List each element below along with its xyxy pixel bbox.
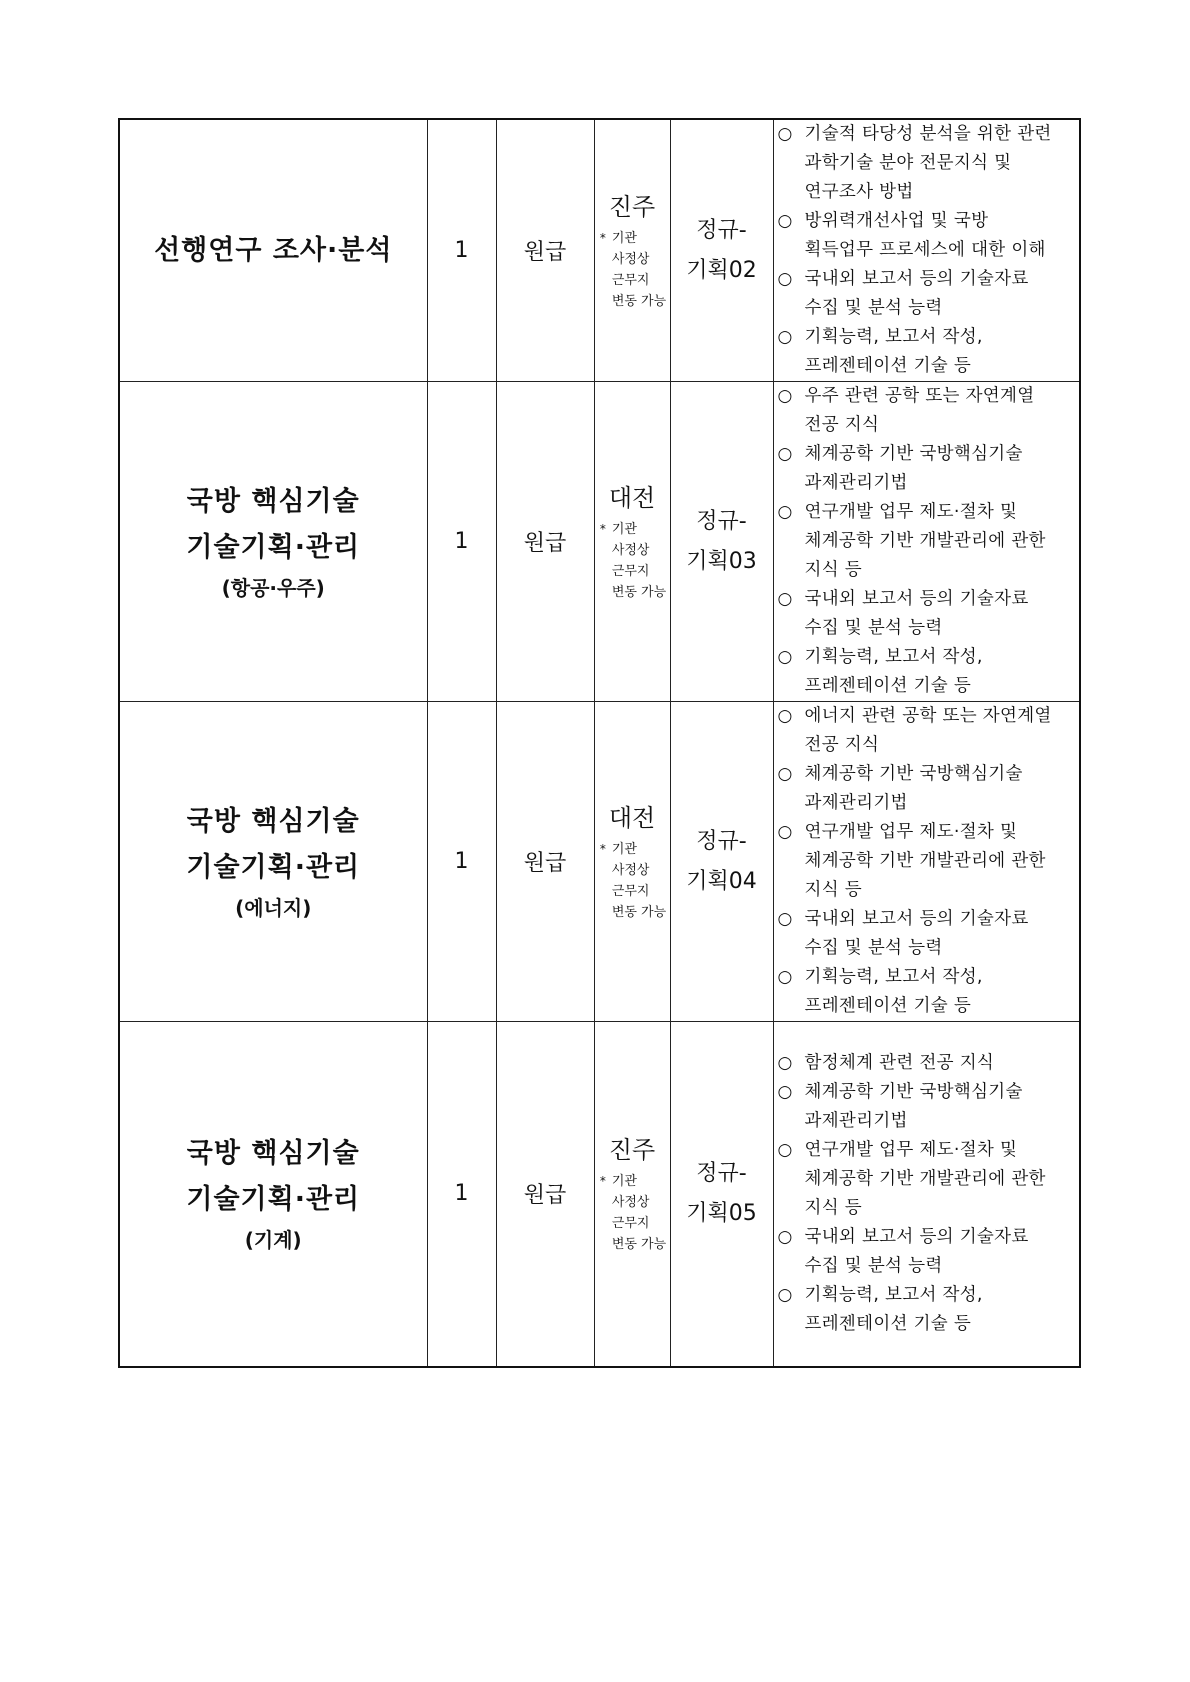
circle-bullet-icon: ○ [777, 1052, 793, 1073]
requirements-list [778, 120, 1076, 381]
table-row [119, 382, 1080, 702]
circle-bullet-icon: ○ [777, 1139, 793, 1160]
position-code-cell [670, 1022, 773, 1367]
requirement-item [778, 382, 1076, 440]
requirement-item [778, 1049, 1076, 1078]
location-note-line: 변동 가능 [611, 293, 667, 309]
requirements-list [778, 1049, 1076, 1339]
location-cell [594, 1022, 670, 1367]
requirement-item [778, 323, 1076, 381]
circle-bullet-icon: ○ [777, 1226, 793, 1247]
circle-bullet-icon: ○ [777, 327, 793, 347]
location-note-line: 근무지 [611, 883, 650, 899]
location-cell [594, 119, 670, 382]
position-code-line: 기획03 [686, 548, 757, 574]
location-note-line: 근무지 [611, 563, 650, 579]
location-note-line: 기관 [611, 841, 637, 857]
job-table-body [119, 119, 1080, 1367]
requirement-item [778, 440, 1076, 498]
requirement-text: 연구개발 업무 제도·절차 및 체계공학 기반 개발관리에 관한 지식 등 [804, 822, 1046, 900]
requirement-item [778, 120, 1076, 207]
requirement-text: 기획능력, 보고서 작성, 프레젠테이션 기술 등 [804, 967, 983, 1016]
position-code-line: 정규- [696, 217, 747, 243]
location-note [598, 519, 666, 603]
table-row [119, 119, 1080, 382]
position-title-cell [119, 382, 427, 702]
location-note-line: 기관 [611, 230, 637, 246]
location-name: 대전 [608, 483, 656, 512]
note-asterisk: * [599, 521, 606, 536]
position-title-line: 기술기획·관리 [186, 1183, 361, 1215]
location-note [598, 839, 666, 923]
requirements-cell [773, 1022, 1080, 1367]
requirements-cell [773, 702, 1080, 1022]
requirement-item [778, 963, 1076, 1021]
position-subtitle: (기계) [244, 1227, 302, 1252]
grade-cell: 원급 [496, 702, 594, 1022]
requirement-item [778, 905, 1076, 963]
position-title [120, 1131, 427, 1223]
location-note-line: 변동 가능 [611, 584, 667, 600]
position-title-line: 국방 핵심기술 [186, 805, 360, 837]
position-title-line: 기술기획·관리 [186, 531, 361, 563]
grade-cell: 원급 [496, 119, 594, 382]
position-title-line: 기술기획·관리 [186, 851, 361, 883]
location-name: 진주 [608, 192, 656, 221]
location-note-line: 근무지 [611, 1215, 650, 1231]
requirements-list [778, 702, 1076, 1021]
requirement-item [778, 818, 1076, 905]
position-title [120, 479, 427, 571]
circle-bullet-icon: ○ [777, 909, 793, 929]
location-note [598, 228, 666, 312]
requirement-item [778, 585, 1076, 643]
note-asterisk: * [599, 230, 606, 245]
circle-bullet-icon: ○ [777, 269, 793, 289]
circle-bullet-icon: ○ [777, 1284, 793, 1305]
headcount-cell: 1 [427, 119, 496, 382]
table-row [119, 1022, 1080, 1367]
position-title-line: 국방 핵심기술 [186, 485, 360, 517]
requirement-text: 국내외 보고서 등의 기술자료 수집 및 분석 능력 [804, 909, 1029, 958]
requirement-item [778, 1136, 1076, 1223]
location-note-line: 사정상 [611, 251, 650, 267]
position-title-line: 국방 핵심기술 [186, 1137, 360, 1169]
circle-bullet-icon: ○ [777, 967, 793, 987]
location-note-line: 변동 가능 [611, 904, 667, 920]
requirements-cell [773, 382, 1080, 702]
requirement-item [778, 1078, 1076, 1136]
location-note-line: 변동 가능 [611, 1236, 667, 1252]
requirement-item [778, 1281, 1076, 1339]
position-subtitle: (항공·우주) [221, 575, 325, 600]
requirements-list [778, 382, 1076, 701]
location-note-line: 근무지 [611, 272, 650, 288]
circle-bullet-icon: ○ [777, 444, 793, 464]
position-title-cell [119, 1022, 427, 1367]
requirement-text: 방위력개선사업 및 국방 획득업무 프로세스에 대한 이해 [804, 211, 1046, 260]
requirement-text: 에너지 관련 공학 또는 자연계열 전공 지식 [804, 706, 1052, 755]
requirement-text: 체계공학 기반 국방핵심기술 과제관리기법 [804, 1081, 1023, 1131]
circle-bullet-icon: ○ [777, 589, 793, 609]
position-title-line: 선행연구 조사·분석 [154, 234, 393, 266]
requirement-text: 기획능력, 보고서 작성, 프레젠테이션 기술 등 [804, 327, 983, 376]
table-row [119, 702, 1080, 1022]
circle-bullet-icon: ○ [777, 1081, 793, 1102]
note-asterisk: * [599, 1173, 606, 1188]
location-note-line: 사정상 [611, 542, 650, 558]
location-note-line: 기관 [611, 1173, 637, 1189]
requirement-text: 함정체계 관련 전공 지식 [804, 1052, 995, 1073]
position-title [120, 799, 427, 891]
circle-bullet-icon: ○ [777, 647, 793, 667]
location-cell [594, 382, 670, 702]
requirement-item [778, 760, 1076, 818]
requirement-text: 체계공학 기반 국방핵심기술 과제관리기법 [804, 444, 1023, 493]
circle-bullet-icon: ○ [777, 502, 793, 522]
requirement-item [778, 1223, 1076, 1281]
position-code-line: 정규- [696, 508, 747, 534]
position-code-line: 기획02 [686, 257, 757, 283]
requirement-text: 체계공학 기반 국방핵심기술 과제관리기법 [804, 764, 1023, 813]
requirement-text: 국내외 보고서 등의 기술자료 수집 및 분석 능력 [804, 589, 1029, 638]
position-title-cell [119, 702, 427, 1022]
location-note-line: 기관 [611, 521, 637, 537]
requirement-text: 연구개발 업무 제도·절차 및 체계공학 기반 개발관리에 관한 지식 등 [804, 502, 1046, 580]
circle-bullet-icon: ○ [777, 124, 793, 144]
location-cell [594, 702, 670, 1022]
requirement-text: 기술적 타당성 분석을 위한 관련 과학기술 분야 전문지식 및 연구조사 방법 [804, 124, 1052, 202]
requirement-text: 국내외 보고서 등의 기술자료 수집 및 분석 능력 [804, 1226, 1029, 1276]
circle-bullet-icon: ○ [777, 764, 793, 784]
position-code-cell [670, 119, 773, 382]
position-code-cell [670, 382, 773, 702]
headcount-cell: 1 [427, 702, 496, 1022]
position-subtitle: (에너지) [235, 895, 312, 920]
headcount-cell: 1 [427, 382, 496, 702]
location-note-line: 사정상 [611, 862, 650, 878]
position-code-line: 정규- [696, 1160, 747, 1186]
circle-bullet-icon: ○ [777, 822, 793, 842]
requirement-item [778, 207, 1076, 265]
requirement-text: 기획능력, 보고서 작성, 프레젠테이션 기술 등 [804, 1284, 983, 1334]
circle-bullet-icon: ○ [777, 211, 793, 231]
requirement-text: 우주 관련 공학 또는 자연계열 전공 지식 [804, 386, 1035, 435]
position-code-cell [670, 702, 773, 1022]
position-code-line: 정규- [696, 828, 747, 854]
requirement-text: 연구개발 업무 제도·절차 및 체계공학 기반 개발관리에 관한 지식 등 [804, 1139, 1046, 1218]
circle-bullet-icon: ○ [777, 386, 793, 406]
requirement-item [778, 265, 1076, 323]
location-name: 대전 [608, 803, 656, 832]
grade-cell: 원급 [496, 1022, 594, 1367]
position-title [120, 228, 427, 274]
requirement-item [778, 498, 1076, 585]
requirement-item [778, 702, 1076, 760]
position-code-line: 기획05 [686, 1200, 757, 1226]
position-title-cell [119, 119, 427, 382]
circle-bullet-icon: ○ [777, 706, 793, 726]
requirement-text: 기획능력, 보고서 작성, 프레젠테이션 기술 등 [804, 647, 983, 696]
note-asterisk: * [599, 841, 606, 856]
position-code-line: 기획04 [686, 868, 757, 894]
location-note-line: 사정상 [611, 1194, 650, 1210]
location-note [598, 1171, 666, 1255]
location-name: 진주 [608, 1135, 656, 1164]
requirements-cell [773, 119, 1080, 382]
grade-cell: 원급 [496, 382, 594, 702]
requirement-text: 국내외 보고서 등의 기술자료 수집 및 분석 능력 [804, 269, 1029, 318]
requirement-item [778, 643, 1076, 701]
headcount-cell: 1 [427, 1022, 496, 1367]
job-table [118, 118, 1081, 1368]
